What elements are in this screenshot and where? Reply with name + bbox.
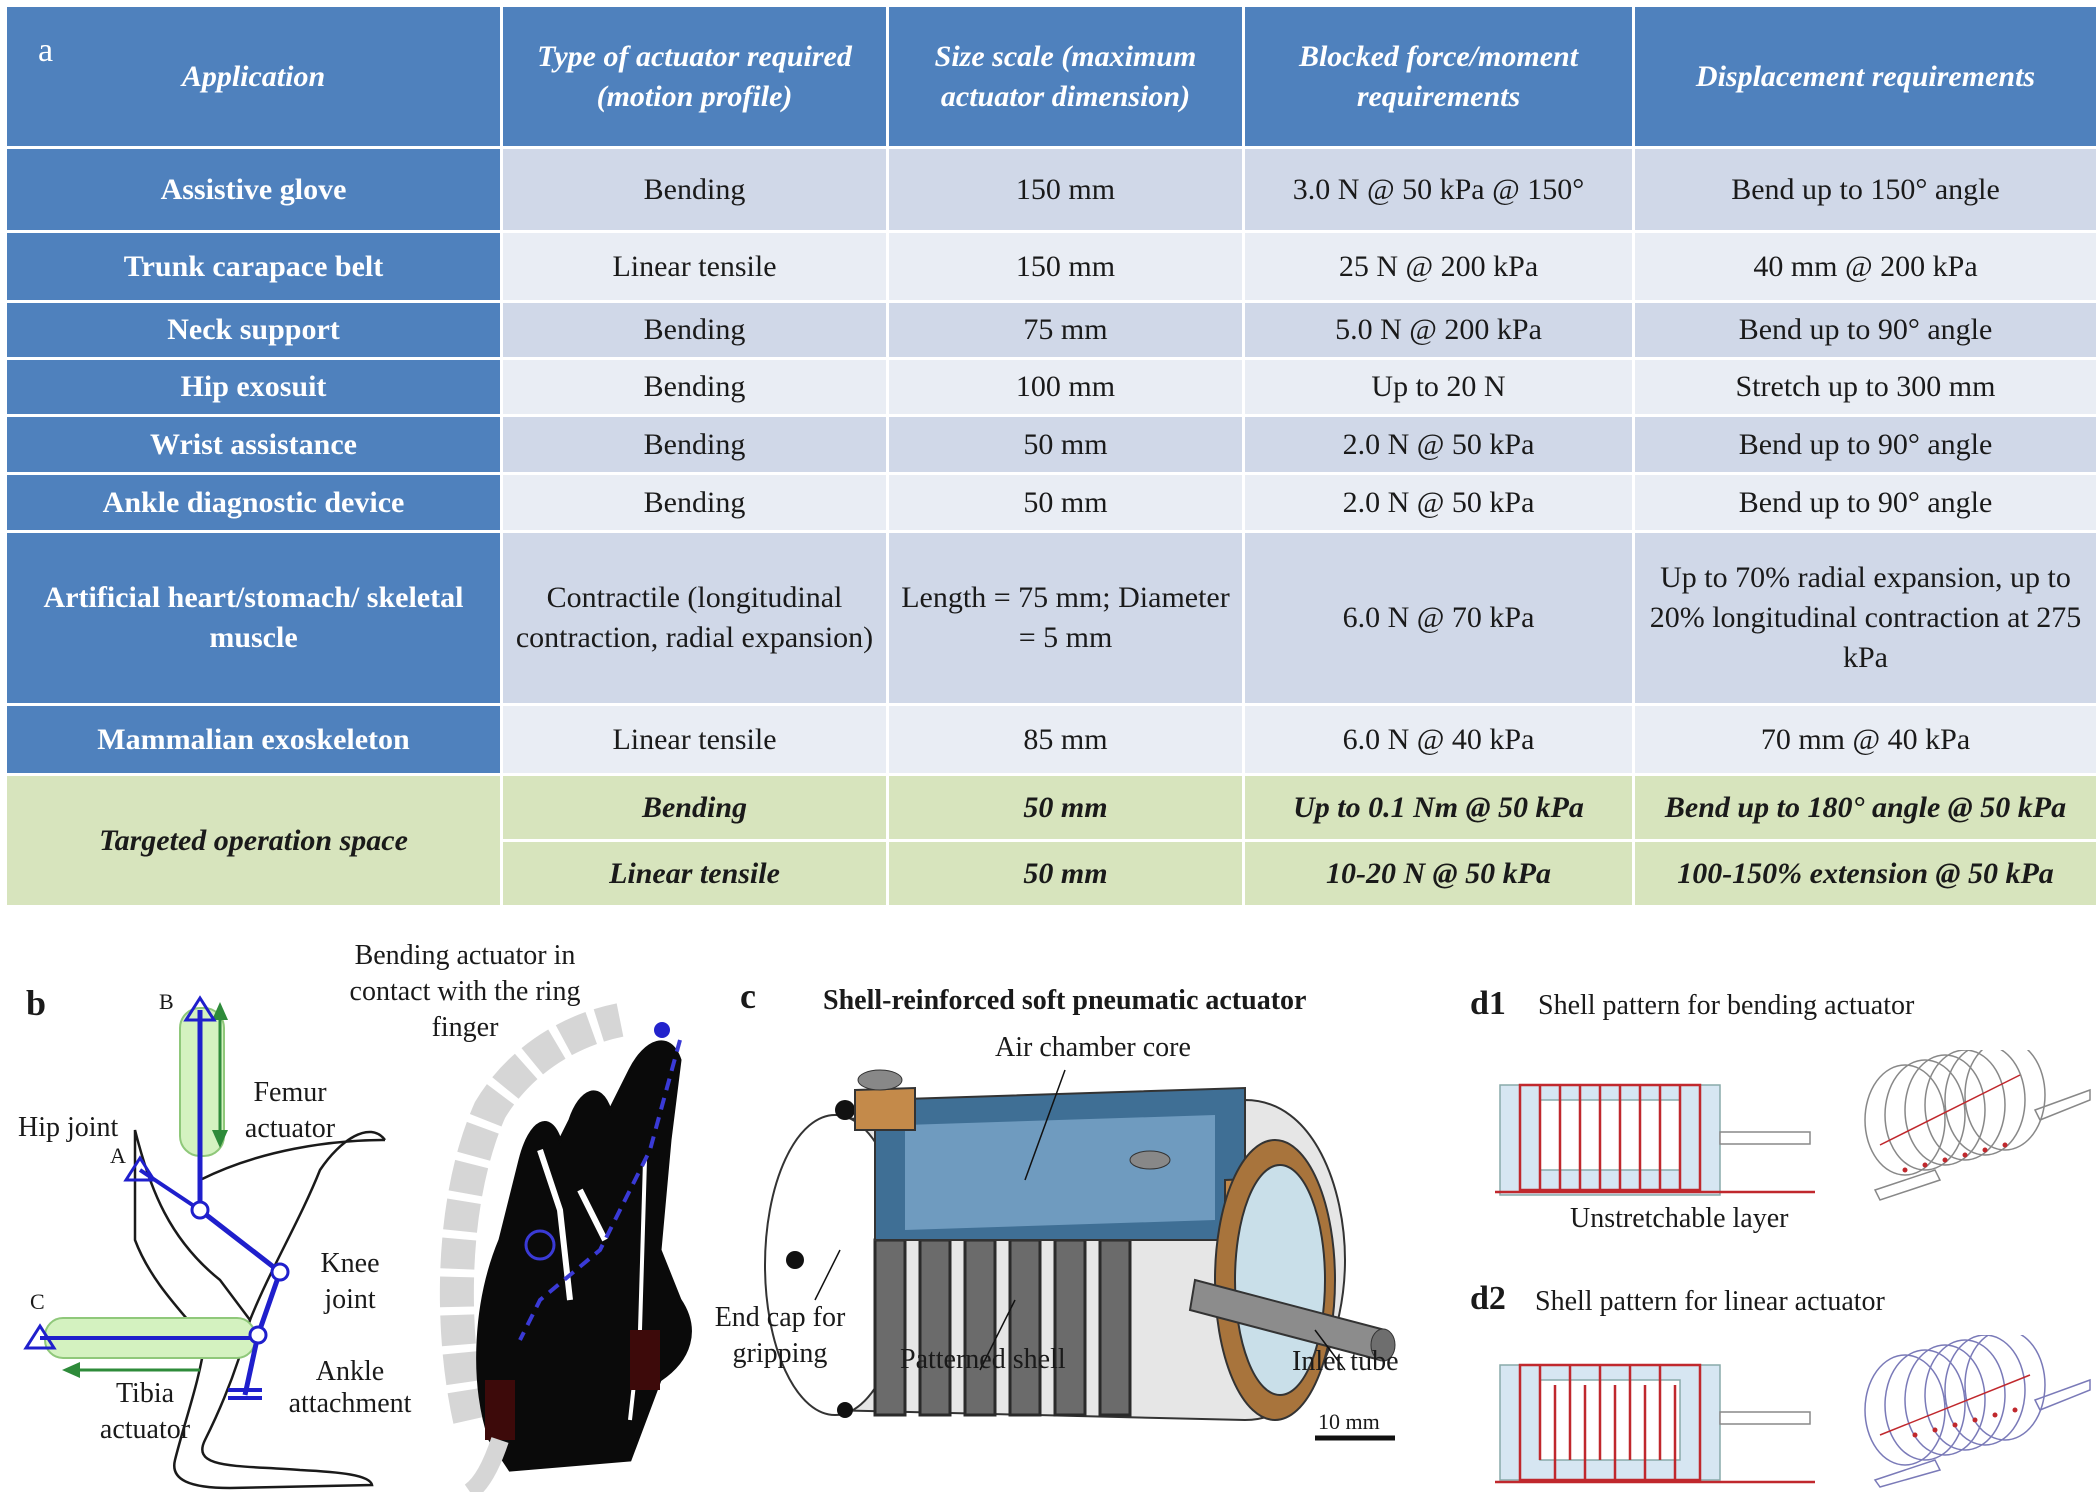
type-cell: Bending bbox=[502, 359, 888, 416]
force-cell: 2.0 N @ 50 kPa bbox=[1244, 474, 1634, 532]
panel-c-title: Shell-reinforced soft pneumatic actuator bbox=[823, 985, 1307, 1016]
size-cell: 150 mm bbox=[888, 232, 1244, 302]
displacement-cell: Bend up to 90° angle bbox=[1634, 474, 2098, 532]
type-cell: Bending bbox=[502, 474, 888, 532]
target-row bbox=[6, 775, 2098, 841]
table-row bbox=[6, 416, 2098, 474]
application-cell: Ankle diagnostic device bbox=[6, 474, 502, 532]
type-cell: Linear tensile bbox=[502, 232, 888, 302]
table-row bbox=[6, 232, 2098, 302]
target-displacement-cell: 100-150% extension @ 50 kPa bbox=[1634, 841, 2098, 907]
size-cell: 100 mm bbox=[888, 359, 1244, 416]
header-blocked-force: Blocked force/moment requirements bbox=[1244, 6, 1634, 148]
end-cap-label: End cap for gripping bbox=[714, 1302, 846, 1369]
scale-bar-label: 10 mm bbox=[1318, 1409, 1380, 1434]
type-cell: Bending bbox=[502, 302, 888, 359]
header-displacement: Displacement requirements bbox=[1634, 6, 2098, 148]
requirements-table-panel bbox=[4, 4, 2096, 912]
target-force-cell: Up to 0.1 Nm @ 50 kPa bbox=[1244, 775, 1634, 841]
application-cell: Neck support bbox=[6, 302, 502, 359]
force-cell: 5.0 N @ 200 kPa bbox=[1244, 302, 1634, 359]
panel-a-label: a bbox=[38, 32, 54, 69]
bending-shell-coil-3d bbox=[1845, 1050, 2095, 1210]
ankle-attachment-label: Ankle attachment bbox=[288, 1356, 412, 1419]
type-cell: Bending bbox=[502, 148, 888, 232]
size-cell: Length = 75 mm; Diameter = 5 mm bbox=[888, 532, 1244, 705]
header-actuator-type: Type of actuator required (motion profile) bbox=[502, 6, 888, 148]
linear-shell-coil-3d bbox=[1845, 1335, 2095, 1490]
application-cell: Mammalian exoskeleton bbox=[6, 705, 502, 775]
panel-b-label: b bbox=[26, 983, 47, 1023]
inlet-tube-label: Inlet tube bbox=[1292, 1346, 1399, 1377]
force-cell: 6.0 N @ 40 kPa bbox=[1244, 705, 1634, 775]
size-cell: 50 mm bbox=[888, 474, 1244, 532]
linear-shell-pattern-flat bbox=[1495, 1350, 1825, 1492]
size-cell: 50 mm bbox=[888, 416, 1244, 474]
displacement-cell: Bend up to 90° angle bbox=[1634, 302, 2098, 359]
application-cell: Hip exosuit bbox=[6, 359, 502, 416]
target-type-cell: Linear tensile bbox=[502, 841, 888, 907]
patterned-shell-label: Patterned shell bbox=[900, 1344, 1066, 1375]
panel-c-label: c bbox=[740, 976, 756, 1016]
header-size-scale: Size scale (maximum actuator dimension) bbox=[888, 6, 1244, 148]
size-cell: 150 mm bbox=[888, 148, 1244, 232]
table-row bbox=[6, 474, 2098, 532]
femur-actuator-label: Femur actuator bbox=[244, 1077, 336, 1144]
point-a-label: A bbox=[110, 1143, 126, 1168]
table-row bbox=[6, 532, 2098, 705]
header-application: Application bbox=[6, 6, 502, 148]
size-cell: 75 mm bbox=[888, 302, 1244, 359]
force-cell: 25 N @ 200 kPa bbox=[1244, 232, 1634, 302]
pneumatic-actuator-render bbox=[755, 1030, 1415, 1450]
hip-joint-label: Hip joint bbox=[18, 1112, 119, 1143]
glove-diagram bbox=[430, 1000, 730, 1492]
application-cell: Artificial heart/stomach/ skeletal muscle bbox=[6, 532, 502, 705]
knee-joint-label: Knee joint bbox=[320, 1248, 380, 1315]
type-cell: Contractile (longitudinal contraction, radial expansion) bbox=[502, 532, 888, 705]
displacement-cell: 40 mm @ 200 kPa bbox=[1634, 232, 2098, 302]
panel-d2-title: Shell pattern for linear actuator bbox=[1535, 1286, 1885, 1317]
size-cell: 85 mm bbox=[888, 705, 1244, 775]
panel-d2-label: d2 bbox=[1470, 1280, 1506, 1317]
displacement-cell: Bend up to 150° angle bbox=[1634, 148, 2098, 232]
panel-d1-label: d1 bbox=[1470, 985, 1506, 1022]
application-cell: Assistive glove bbox=[6, 148, 502, 232]
target-type-cell: Bending bbox=[502, 775, 888, 841]
displacement-cell: Bend up to 90° angle bbox=[1634, 416, 2098, 474]
panel-d1-title: Shell pattern for bending actuator bbox=[1538, 990, 1915, 1021]
displacement-cell: Stretch up to 300 mm bbox=[1634, 359, 2098, 416]
table-row bbox=[6, 705, 2098, 775]
air-chamber-label: Air chamber core bbox=[995, 1032, 1191, 1063]
target-displacement-cell: Bend up to 180° angle @ 50 kPa bbox=[1634, 775, 2098, 841]
force-cell: Up to 20 N bbox=[1244, 359, 1634, 416]
table-header-row bbox=[6, 6, 2098, 148]
target-size-cell: 50 mm bbox=[888, 775, 1244, 841]
displacement-cell: 70 mm @ 40 kPa bbox=[1634, 705, 2098, 775]
target-label-cell: Targeted operation space bbox=[6, 775, 502, 907]
table-row bbox=[6, 148, 2098, 232]
application-cell: Wrist assistance bbox=[6, 416, 502, 474]
type-cell: Bending bbox=[502, 416, 888, 474]
table-row bbox=[6, 359, 2098, 416]
bending-shell-pattern-flat bbox=[1495, 1060, 1825, 1210]
type-cell: Linear tensile bbox=[502, 705, 888, 775]
requirements-table bbox=[4, 4, 2099, 908]
application-cell: Trunk carapace belt bbox=[6, 232, 502, 302]
point-b-label: B bbox=[159, 989, 174, 1014]
force-cell: 2.0 N @ 50 kPa bbox=[1244, 416, 1634, 474]
bending-actuator-note: Bending actuator in contact with the ring finger bbox=[349, 940, 581, 1043]
force-cell: 3.0 N @ 50 kPa @ 150° bbox=[1244, 148, 1634, 232]
target-size-cell: 50 mm bbox=[888, 841, 1244, 907]
table-row bbox=[6, 302, 2098, 359]
tibia-actuator-label: Tibia actuator bbox=[99, 1378, 191, 1445]
target-force-cell: 10-20 N @ 50 kPa bbox=[1244, 841, 1634, 907]
unstretchable-layer-label: Unstretchable layer bbox=[1570, 1203, 1789, 1234]
point-c-label: C bbox=[30, 1289, 45, 1314]
displacement-cell: Up to 70% radial expansion, up to 20% longitudinal contraction at 275 kPa bbox=[1634, 532, 2098, 705]
force-cell: 6.0 N @ 70 kPa bbox=[1244, 532, 1634, 705]
